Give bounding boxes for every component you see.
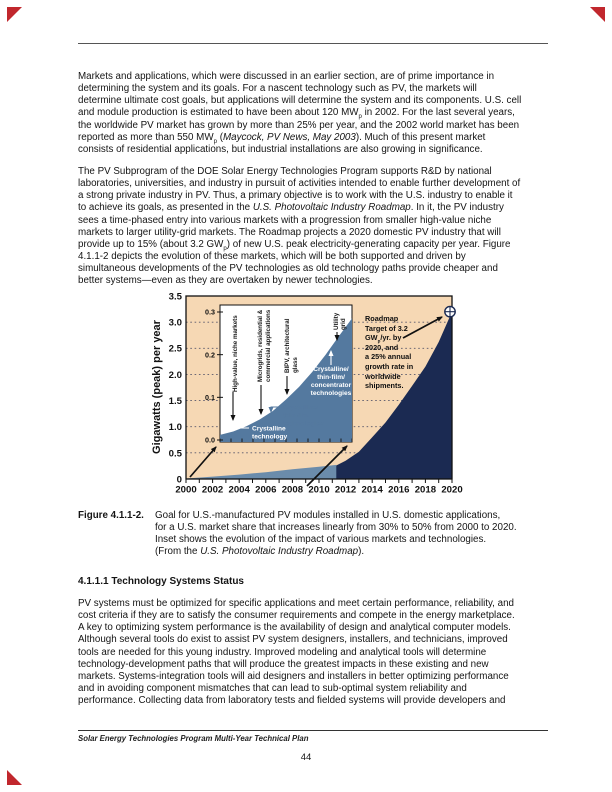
svg-text:concentrator: concentrator bbox=[310, 382, 352, 389]
svg-text:2016: 2016 bbox=[388, 484, 410, 496]
svg-text:2018: 2018 bbox=[414, 484, 437, 496]
svg-text:technology: technology bbox=[252, 433, 288, 441]
svg-text:Gigawatts (peak) per year: Gigawatts (peak) per year bbox=[151, 320, 163, 454]
svg-text:2012: 2012 bbox=[334, 484, 357, 496]
svg-text:0: 0 bbox=[176, 474, 182, 486]
svg-text:technologies: technologies bbox=[283, 420, 324, 428]
svg-text:commercial applications: commercial applications bbox=[265, 309, 272, 382]
svg-text:2008: 2008 bbox=[281, 484, 304, 496]
svg-text:2002: 2002 bbox=[201, 484, 224, 496]
svg-text:0.1: 0.1 bbox=[205, 392, 215, 402]
svg-text:0.3: 0.3 bbox=[205, 307, 215, 317]
svg-text:0.5: 0.5 bbox=[168, 448, 182, 460]
paragraph-markets-applications: Markets and applications, which were discussed in an earlier section, are of prime importance in determining the system and its goals. For a nascent technology such as PV, the markets will determine ultimate cost goals, but applications will determine the system and its components. U.S. cell and module production is estimated to have been about 120 $MW_p$ in 2002. For the last several years, the worldwide PV market has grown by more than 25% per year, and the 2002 world market has been reported as more than 550 $MW_p$ (Maycock, PV News, May 2003). Much of this present market consists of residential applications, but industrial installations are also growing in significance. bbox=[78, 71, 522, 155]
svg-text:glass: glass bbox=[292, 357, 299, 373]
svg-text:BIPV, architectural: BIPV, architectural bbox=[284, 318, 291, 373]
svg-text:2000: 2000 bbox=[175, 484, 197, 496]
paragraph-pv-systems: PV systems must be optimized for specific applications and meet certain performance, reliability, and cost criteria if they are to satisfy the consumer requirements and compete in the energy marketplace. A key to optimizing system performance is the availability of design and analytical computer models. Although several tools do exist to assist PV system designers, installers, and technicians, improved tools are needed for this young industry. Improved modeling and analytical tools will determine technology-development paths that will produce the greatest impacts in these existing and new markets. Systems-integration tools will aid designers and installers in better optimizing performance and in avoiding component mismatches that can lead to sub-optimal system reliability and performance. Collecting data from laboratory tests and fielded systems will provide developers and bbox=[78, 598, 515, 707]
svg-text:0.0: 0.0 bbox=[205, 435, 215, 445]
page-number: 44 bbox=[300, 752, 312, 763]
svg-text:High-value, niche markets: High-value, niche markets bbox=[232, 315, 239, 392]
svg-text:2.0: 2.0 bbox=[168, 369, 182, 381]
svg-text:3.0: 3.0 bbox=[168, 317, 182, 329]
svg-text:Crystalline/: Crystalline/ bbox=[283, 404, 319, 412]
svg-text:Crystalline: Crystalline bbox=[252, 425, 286, 433]
section-heading: 4.1.1.1 Technology Systems Status bbox=[78, 576, 244, 587]
figure-caption-label: Figure 4.1.1-2. bbox=[78, 510, 144, 521]
paragraph-pv-subprogram: The PV Subprogram of the DOE Solar Energy Technologies Program supports R&D by national laboratories, universities, and industry in pursuit of activities intended to enable further development of a strong private industry in PV. Thus, a primary objective is to work with the U.S. industry to enable it to achieve its goals, as presented in the U.S. Photovoltaic Industry Roadmap. In it, the PV industry sees a time-phased entry into various markets with a progression from smaller high-value niche markets to larger utility-grid markets. The Roadmap projects a 2020 domestic PV industry that will provide up to 15% (about 3.2 $GW_p$) of new U.S. peak electricity-generating capacity per year. Figure 4.1.1-2 depicts the evolution of these markets, which will be both supported and driven by simultaneous developments of the PV technologies as old technology paths provide cheaper and better systems—even as they are overtaken by newer technologies. bbox=[78, 166, 521, 287]
roadmap-target-annotation: Roadmap Target of 3.2 $GW_p/yr$. by 2020, and a 25% annual growth rate in worldwide shipments. bbox=[365, 314, 414, 391]
svg-text:1.5: 1.5 bbox=[168, 395, 182, 407]
svg-text:2014: 2014 bbox=[361, 484, 383, 496]
svg-text:technologies: technologies bbox=[310, 390, 352, 397]
svg-text:0.2: 0.2 bbox=[205, 350, 215, 360]
svg-text:grid: grid bbox=[340, 318, 347, 330]
svg-text:2010: 2010 bbox=[308, 484, 330, 496]
svg-text:thin-film: thin-film bbox=[283, 412, 310, 420]
footer-title: Solar Energy Technologies Program Multi-Year Technical Plan bbox=[78, 734, 309, 743]
svg-text:Microgrids, residential &: Microgrids, residential & bbox=[257, 309, 264, 382]
svg-text:2004: 2004 bbox=[228, 484, 250, 496]
svg-text:2.5: 2.5 bbox=[168, 343, 182, 355]
svg-text:1.0: 1.0 bbox=[168, 422, 182, 434]
svg-text:3.5: 3.5 bbox=[168, 291, 182, 303]
svg-text:2006: 2006 bbox=[255, 484, 277, 496]
figure-caption-text: Goal for U.S.-manufactured PV modules installed in U.S. domestic applications, for a U.S. market share that increases linearly from 30% to 50% from 2000 to 2020. Inset shows the evolution of the impact of various markets and technologies. (From the U.S. Photovoltaic Industry Roadmap). bbox=[155, 510, 517, 558]
footer-rule bbox=[78, 730, 548, 731]
svg-text:Utility: Utility bbox=[333, 312, 340, 330]
svg-text:Crystalline/: Crystalline/ bbox=[313, 366, 349, 373]
svg-text:thin-film/: thin-film/ bbox=[317, 374, 345, 381]
svg-text:2020: 2020 bbox=[441, 484, 463, 496]
